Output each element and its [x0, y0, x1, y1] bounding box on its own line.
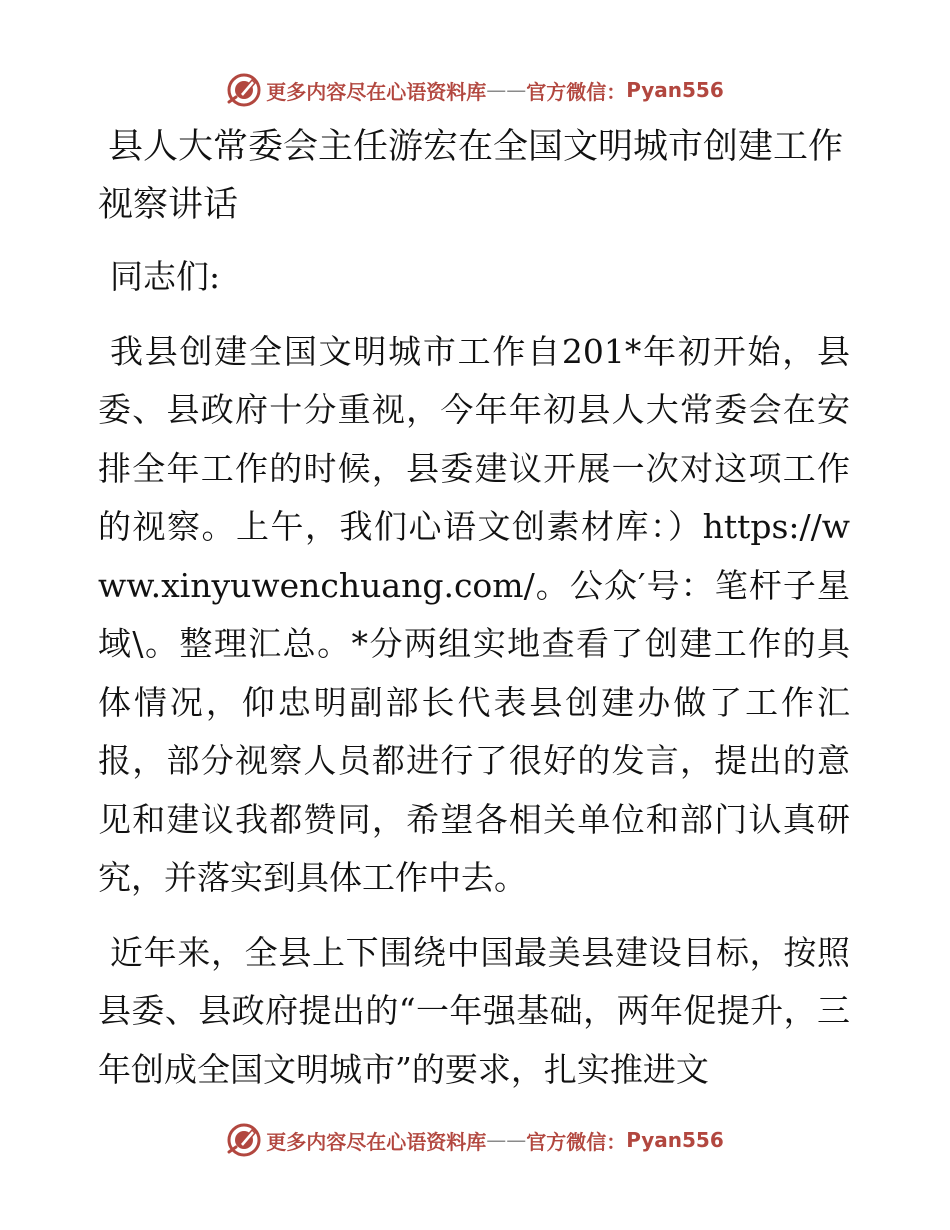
watermark-site-text: 更多内容尽在心语资料库 [266, 79, 487, 104]
watermark-wechat-label: 官方微信： [526, 1129, 627, 1154]
document-title: 县人大常委会主任游宏在全国文明城市创建工作视察讲话 [98, 127, 844, 225]
salutation-paragraph: 同志们: [110, 257, 221, 296]
watermark-wechat-label: 官方微信： [526, 79, 627, 104]
header-watermark-banner [0, 70, 950, 110]
body-paragraph: 我县创建全国文明城市工作自201*年初开始，县委、县政府十分重视，今年年初县人大常委会在安排全年工作的时候，县委建议开展一次对这项工作的视察。上午，我们心语文创素材库：）https://www.xinyuwenchuang.com/。公众′号：笔杆子星域\。整理汇总。*分两组实地查看了创建工作的具体情况，仰忠明副部长代表县创建办做了工作汇报，部分视察人员都进行了很好的发言，提出的意见和建议我都赞同，希望各相关单位和部门认真研究，并落实到具体工作中去。 [98, 331, 850, 897]
body-paragraph: 近年来，全县上下围绕中国最美县建设目标，按照县委、县政府提出的“一年强基础，两年促提升，三年创成全国文明城市”的要求，扎实推进文 [98, 932, 850, 1089]
footer-watermark-banner [0, 1120, 950, 1160]
watermark-separator: —— [486, 1128, 527, 1152]
pen-logo-icon [226, 1122, 262, 1158]
watermark-site-text: 更多内容尽在心语资料库 [266, 1129, 487, 1154]
pen-logo-icon [226, 72, 262, 108]
watermark-separator: —— [486, 78, 527, 102]
watermark-wechat-id: Pyan556 [626, 78, 724, 102]
watermark-wechat-id: Pyan556 [626, 1128, 724, 1152]
document-body [98, 118, 850, 1099]
